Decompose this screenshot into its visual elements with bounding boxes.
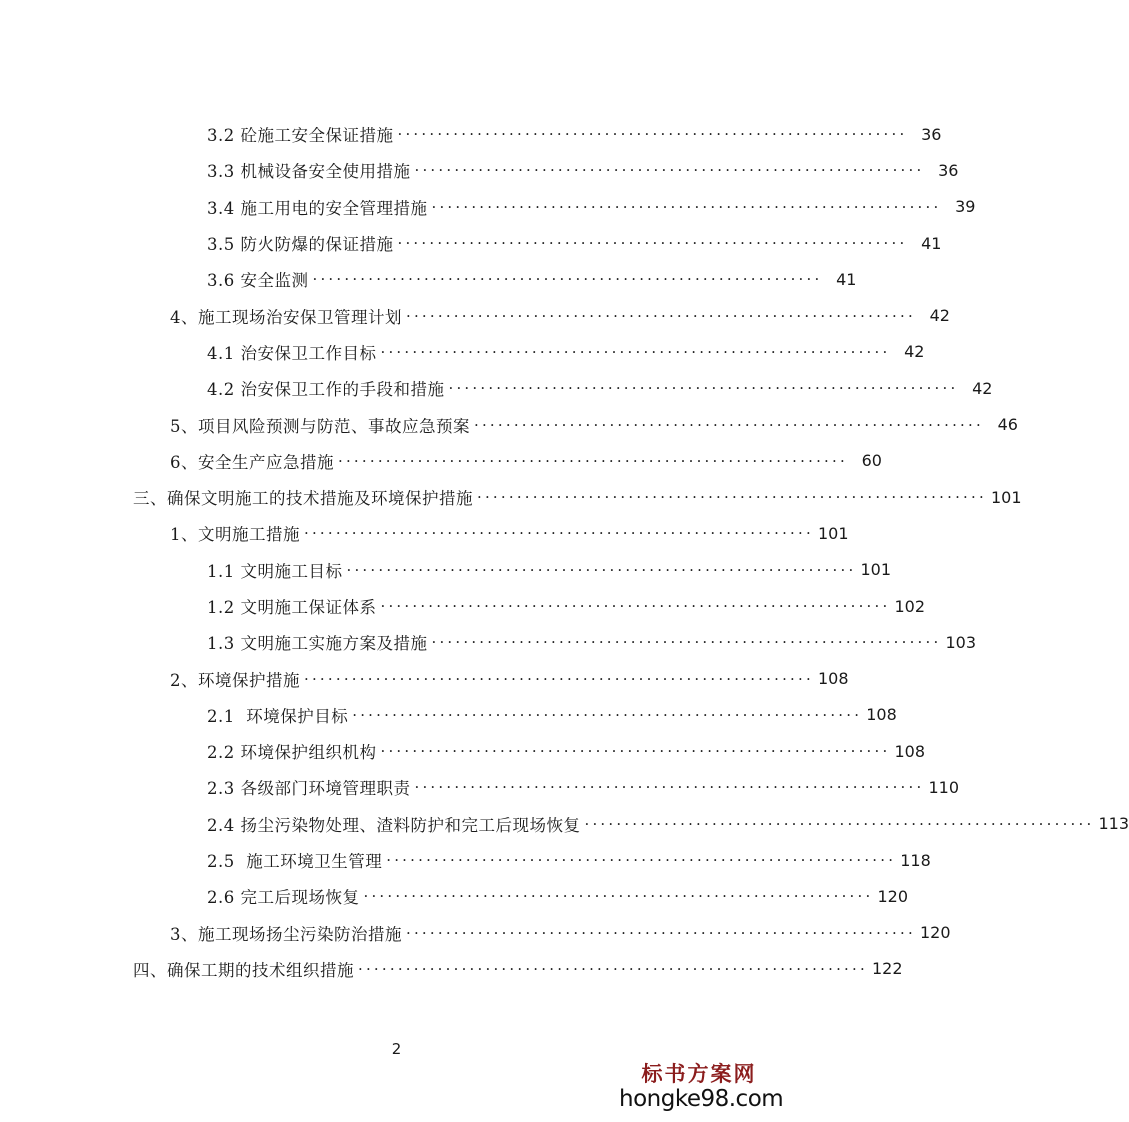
toc-leader-dots: ································································ bbox=[448, 379, 959, 398]
toc-entry[interactable] bbox=[0, 552, 892, 588]
toc-entry-title: 1.2 文明施工保证体系 bbox=[207, 598, 377, 617]
toc-entry[interactable] bbox=[0, 588, 926, 624]
toc-entry-page: 42 bbox=[929, 306, 950, 326]
toc-entry-title: 4.1 治安保卫工作目标 bbox=[207, 343, 377, 363]
toc-leader-dots: ································································ bbox=[312, 270, 823, 289]
toc-entry-title: 2.1 环境保护目标 bbox=[207, 706, 349, 726]
toc-entry[interactable] bbox=[0, 697, 897, 733]
toc-entry-title: 1.3 文明施工实施方案及措施 bbox=[207, 634, 428, 654]
toc-entry-page: 41 bbox=[921, 233, 942, 253]
toc-leader-dots: ································································ bbox=[397, 234, 908, 253]
toc-entry-page: 113 bbox=[1098, 814, 1129, 834]
toc-leader-dots: ································································ bbox=[406, 923, 916, 942]
toc-entry[interactable] bbox=[0, 152, 959, 188]
toc-entry-title: 6、安全生产应急措施 bbox=[170, 452, 334, 472]
toc-entry-title: 三、确保文明施工的技术措施及环境保护措施 bbox=[133, 489, 473, 509]
toc-entry[interactable] bbox=[0, 515, 849, 551]
toc-leader-dots: ································································ bbox=[358, 959, 868, 978]
toc-entry[interactable] bbox=[0, 624, 977, 660]
toc-entry-title: 2.6 完工后现场恢复 bbox=[207, 888, 360, 908]
toc-entry-page: 108 bbox=[817, 669, 849, 689]
toc-leader-dots: ································································ bbox=[397, 125, 908, 144]
toc-entry-page: 101 bbox=[817, 523, 849, 543]
toc-entry-page: 120 bbox=[919, 923, 951, 943]
toc-entry-title: 5、项目风险预测与防范、事故应急预案 bbox=[170, 416, 470, 436]
toc-leader-dots: ································································ bbox=[431, 633, 942, 652]
toc-leader-dots: ································································ bbox=[380, 597, 891, 615]
toc-entry-title: 3.6 安全监测 bbox=[207, 271, 309, 291]
toc-entry[interactable] bbox=[0, 769, 960, 805]
toc-entry[interactable] bbox=[0, 443, 882, 479]
toc-entry-title: 2.4 扬尘污染物处理、渣料防护和完工后现场恢复 bbox=[207, 815, 581, 835]
toc-entry[interactable] bbox=[0, 370, 993, 406]
toc-leader-dots: ································································ bbox=[386, 851, 897, 870]
toc-leader-dots: ································································ bbox=[363, 887, 874, 906]
toc-entry[interactable] bbox=[0, 406, 1018, 442]
toc-entry-title: 3、施工现场扬尘污染防治措施 bbox=[170, 924, 402, 944]
toc-entry[interactable] bbox=[0, 116, 942, 152]
toc-entry-title: 4、施工现场治安保卫管理计划 bbox=[170, 307, 402, 327]
toc-entry-page: 120 bbox=[877, 886, 909, 906]
toc-entry-page: 108 bbox=[866, 705, 897, 725]
toc-entry[interactable] bbox=[0, 297, 950, 333]
toc-entry-page: 36 bbox=[938, 160, 959, 180]
toc-entry-title: 4.2 治安保卫工作的手段和措施 bbox=[207, 380, 445, 400]
toc-entry[interactable] bbox=[0, 189, 976, 225]
toc-entry-title: 四、确保工期的技术组织措施 bbox=[133, 960, 354, 980]
toc-leader-dots: ································································ bbox=[380, 342, 891, 361]
toc-leader-dots: ································································ bbox=[584, 814, 1095, 833]
toc-entry-title: 3.4 施工用电的安全管理措施 bbox=[207, 198, 428, 218]
toc-entry-page: 42 bbox=[904, 342, 925, 362]
toc-entry[interactable] bbox=[0, 733, 926, 769]
toc-entry-title: 1.1 文明施工目标 bbox=[207, 561, 343, 581]
toc-entry[interactable] bbox=[0, 951, 903, 987]
toc-entry-title: 2.2 环境保护组织机构 bbox=[207, 743, 377, 763]
toc-entry-page: 108 bbox=[894, 741, 926, 761]
toc-entry-page: 46 bbox=[997, 415, 1018, 435]
table-of-contents bbox=[0, 116, 1129, 987]
toc-entry-title: 2、环境保护措施 bbox=[170, 670, 300, 690]
toc-leader-dots: ································································ bbox=[346, 560, 857, 579]
toc-entry-page: 39 bbox=[955, 197, 976, 217]
toc-entry[interactable] bbox=[0, 915, 951, 951]
toc-entry-page: 101 bbox=[990, 487, 1022, 507]
toc-entry-page: 42 bbox=[972, 378, 993, 398]
toc-leader-dots: ································································ bbox=[474, 415, 984, 434]
toc-entry-title: 2.3 各级部门环境管理职责 bbox=[207, 779, 411, 799]
toc-entry-title: 1、文明施工措施 bbox=[170, 525, 300, 545]
toc-entry-title: 3.5 防火防爆的保证措施 bbox=[207, 235, 394, 255]
toc-entry[interactable] bbox=[0, 878, 909, 914]
toc-entry[interactable] bbox=[0, 225, 942, 261]
toc-leader-dots: ································································ bbox=[431, 197, 942, 216]
toc-leader-dots: ································································ bbox=[406, 306, 916, 325]
toc-entry[interactable] bbox=[0, 479, 1022, 515]
toc-entry-title: 3.3 机械设备安全使用措施 bbox=[207, 162, 411, 182]
toc-entry-page: 102 bbox=[894, 596, 926, 616]
watermark-logo bbox=[619, 1058, 784, 1112]
toc-entry-page: 41 bbox=[836, 269, 857, 289]
toc-leader-dots: ································································ bbox=[304, 669, 814, 688]
page-number: 2 bbox=[391, 1040, 402, 1058]
toc-leader-dots: ································································ bbox=[304, 524, 814, 543]
toc-entry[interactable] bbox=[0, 334, 925, 370]
toc-entry-page: 118 bbox=[900, 850, 931, 870]
toc-leader-dots: ································································ bbox=[414, 778, 925, 797]
toc-entry[interactable] bbox=[0, 660, 849, 696]
toc-leader-dots: ································································ bbox=[414, 161, 925, 180]
toc-entry[interactable] bbox=[0, 806, 1129, 842]
toc-entry-page: 110 bbox=[928, 777, 960, 797]
toc-leader-dots: ································································ bbox=[352, 705, 863, 724]
toc-entry[interactable] bbox=[0, 842, 931, 878]
toc-entry-page: 60 bbox=[861, 451, 882, 471]
toc-entry-title: 2.5 施工环境卫生管理 bbox=[207, 852, 383, 872]
toc-entry-page: 101 bbox=[860, 560, 892, 580]
watermark-url: hongke98.com bbox=[619, 1086, 784, 1112]
toc-leader-dots: ································································ bbox=[380, 742, 891, 761]
toc-entry-page: 36 bbox=[921, 124, 942, 144]
toc-entry-page: 122 bbox=[871, 959, 903, 979]
toc-leader-dots: ································································ bbox=[338, 451, 848, 470]
watermark-brand: 标书方案网 bbox=[641, 1061, 757, 1086]
toc-entry-page: 103 bbox=[945, 632, 977, 652]
toc-entry[interactable] bbox=[0, 261, 857, 297]
toc-entry-title: 3.2 砼施工安全保证措施 bbox=[207, 126, 394, 146]
toc-leader-dots: ································································ bbox=[477, 488, 987, 507]
